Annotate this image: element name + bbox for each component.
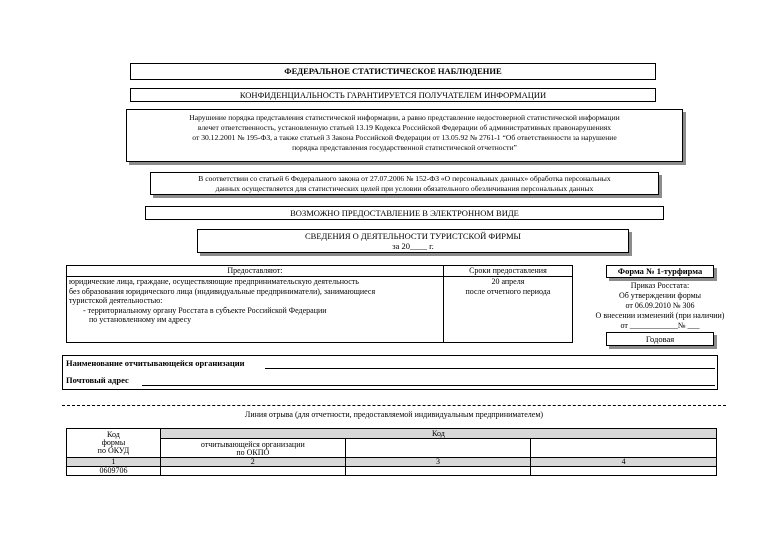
code-col-4-value[interactable]: [531, 467, 717, 476]
violation-line-1: Нарушение порядка представления статистической информации, а равно представление недостоверной статистической информации: [189, 113, 620, 122]
federal-observation-text: ФЕДЕРАЛЬНОЕ СТАТИСТИЧЕСКОЕ НАБЛЮДЕНИЕ: [284, 66, 502, 76]
postal-address-field[interactable]: [142, 385, 715, 386]
okud-header-cell: [67, 429, 161, 458]
submitters-header: [67, 266, 444, 277]
order-line-1: Приказ Росстата:: [630, 281, 690, 290]
code-header: Код: [432, 428, 445, 438]
submitters-line-1: юридические лица, граждане, осуществляющие предпринимательскую деятельность: [69, 277, 359, 286]
report-period: за 20____ г.: [392, 241, 434, 251]
order-line-4: О внесении изменений (при наличии): [595, 311, 725, 320]
organization-name-field[interactable]: [265, 368, 715, 369]
code-col-4-header: [531, 439, 717, 458]
codes-table: [66, 428, 717, 476]
confidentiality-text: КОНФИДЕНЦИАЛЬНОСТЬ ГАРАНТИРУЕТСЯ ПОЛУЧАТЕЛЕМ ИНФОРМАЦИИ: [239, 90, 547, 100]
organization-name-row: [66, 356, 716, 372]
deadlines-header: [443, 266, 572, 277]
tear-line-caption: [62, 410, 726, 420]
confidentiality-box: [130, 88, 656, 102]
form-number-box: [606, 265, 714, 278]
order-line-5: от ____________№ ___: [620, 321, 700, 330]
postal-address-label: Почтовый адрес: [66, 375, 129, 385]
violation-line-3: от 30.12.2001 № 195-ФЗ, а также статьей 3 Закона Российской Федерации от 13.05.92 № 2761-1 “Об ответственности за нарушение: [192, 133, 617, 142]
periodicity: Годовая: [645, 334, 675, 344]
violation-line-2: влечет ответственность, установленную статьей 13.19 Кодекса Российской Федерации об административных правонарушениях: [197, 123, 612, 132]
col-number-4: 4: [531, 458, 717, 467]
submission-table: [66, 265, 573, 343]
submitters-header-text: Предоставляют:: [227, 266, 283, 275]
code-col-3-header: [345, 439, 531, 458]
col-number-2: 2: [160, 458, 345, 467]
deadline-line-2: после отчетного периода: [465, 286, 551, 296]
electronic-box: [145, 206, 664, 220]
okud-value: 0609706: [67, 467, 161, 476]
deadlines-cell: [443, 277, 572, 343]
okud-header-1: Код: [107, 430, 120, 439]
tear-line-text: Линия отрыва (для отчетности, предоставляемой индивидуальным предпринимателем): [244, 410, 544, 419]
submitters-line-5: по установленному им адресу: [89, 315, 192, 324]
violation-notice-box: [126, 109, 683, 162]
submitters-line-3: туристской деятельностью:: [69, 296, 163, 305]
okpo-header-2: по ОКПО: [236, 448, 270, 457]
submitters-line-4: - территориальному органу Росстата в субъекте Российской Федерации: [83, 305, 327, 315]
report-title: СВЕДЕНИЯ О ДЕЯТЕЛЬНОСТИ ТУРИСТСКОЙ ФИРМЫ: [305, 231, 521, 241]
deadlines-header-text: Сроки предоставления: [469, 266, 547, 275]
code-col-3-value[interactable]: [345, 467, 531, 476]
order-line-2: Об утверждении формы: [618, 291, 702, 300]
personal-data-line-2: данных осуществляется для статистических целей при условии обязательного обезличивания персональных данных: [215, 184, 594, 193]
personal-data-line-1: В соответствии со статьей 6 Федерального закона от 27.07.2006 № 152-ФЗ «О персональных данных» обработка персональных: [198, 174, 611, 183]
form-number: Форма № 1-турфирма: [617, 266, 703, 276]
deadline-line-1: 20 апреля: [491, 277, 525, 286]
okud-header-2: формы: [101, 438, 126, 447]
okpo-value-cell[interactable]: [160, 467, 345, 476]
violation-line-4: порядка представления государственной статистической отчетности”: [292, 143, 517, 152]
col-number-1: 1: [67, 458, 161, 467]
col-number-3: 3: [345, 458, 531, 467]
electronic-text: ВОЗМОЖНО ПРЕДОСТАВЛЕНИЕ В ЭЛЕКТРОННОМ ВИДЕ: [290, 208, 519, 218]
organization-name-label: Наименование отчитывающейся организации: [66, 358, 245, 368]
federal-observation-box: [130, 63, 656, 80]
periodicity-box: [606, 332, 714, 346]
tear-line-divider: [62, 405, 726, 406]
submitters-line-2: без образования юридического лица (индивидуальные предприниматели), занимающиеся: [69, 286, 376, 296]
okpo-header-1: отчитывающейся организации: [200, 440, 305, 449]
okud-header-3: по ОКУД: [97, 446, 130, 455]
okpo-header-cell: [160, 439, 345, 458]
postal-address-row: [66, 373, 716, 389]
submitters-cell: [67, 277, 444, 343]
report-title-box: [197, 229, 629, 253]
code-header-cell: [160, 429, 716, 439]
personal-data-notice-box: [150, 172, 659, 195]
order-line-3: от 06.09.2010 № 306: [625, 301, 695, 310]
form-order-info: [575, 281, 745, 331]
